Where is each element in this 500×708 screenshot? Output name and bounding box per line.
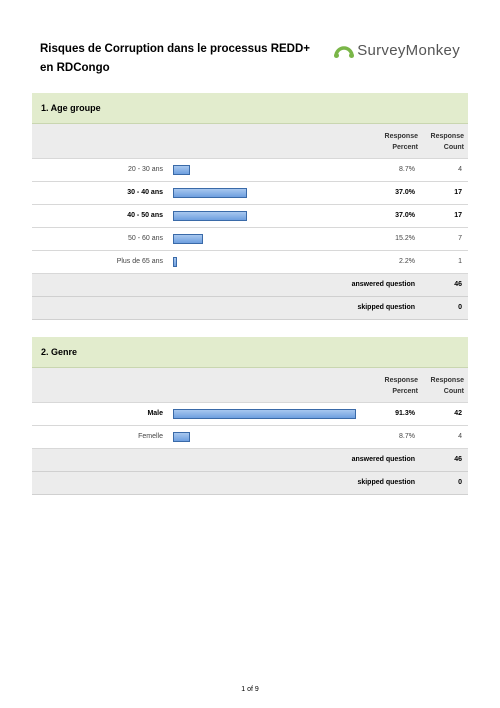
response-count: 1	[458, 258, 462, 265]
response-bar	[173, 257, 177, 267]
response-percent: 2.2%	[399, 258, 415, 265]
table-row	[32, 205, 468, 228]
answered-count: 46	[454, 456, 462, 463]
table-row	[32, 182, 468, 205]
response-bar	[173, 409, 356, 419]
answer-label: Femelle	[138, 433, 163, 440]
response-count: 42	[454, 410, 462, 417]
response-count-header: Response Count	[430, 133, 464, 151]
section-title: 1. Age groupe	[32, 93, 468, 124]
response-count: 4	[458, 433, 462, 440]
question-section-genre	[32, 337, 468, 495]
answer-label: 30 - 40 ans	[127, 189, 163, 196]
response-bar	[173, 188, 247, 198]
answer-label: 20 - 30 ans	[127, 166, 163, 173]
response-percent: 91.3%	[395, 410, 415, 417]
skipped-count: 0	[458, 479, 462, 486]
skipped-count: 0	[458, 304, 462, 311]
response-bar	[173, 165, 190, 175]
column-header-row	[32, 368, 468, 403]
response-percent-header: Response Percent	[384, 133, 418, 151]
answer-label: 50 - 60 ans	[127, 235, 163, 242]
response-bar	[173, 234, 203, 244]
answer-label: Male	[147, 410, 163, 417]
response-percent: 8.7%	[399, 166, 415, 173]
skipped-question-row: skipped question 0	[32, 472, 468, 495]
answer-label: 40 - 50 ans	[127, 212, 163, 219]
response-count-header: Response Count	[430, 377, 464, 395]
answered-count: 46	[454, 281, 462, 288]
report-title: Risques de Corruption dans le processus REDD+ en RDCongo	[40, 43, 310, 74]
response-count: 4	[458, 166, 462, 173]
table-row	[32, 403, 468, 426]
response-percent: 15.2%	[395, 235, 415, 242]
question-section-age	[32, 93, 468, 320]
table-row	[32, 159, 468, 182]
logo-text: SurveyMonkey	[357, 42, 460, 59]
monkey-logo-icon	[334, 44, 354, 58]
response-percent: 8.7%	[399, 433, 415, 440]
table-row	[32, 426, 468, 449]
response-percent: 37.0%	[395, 212, 415, 219]
response-percent: 37.0%	[395, 189, 415, 196]
answer-label: Plus de 65 ans	[116, 258, 163, 265]
section-title: 2. Genre	[32, 337, 468, 368]
response-count: 17	[454, 212, 462, 219]
table-row	[32, 251, 468, 274]
response-percent-header: Response Percent	[384, 377, 418, 395]
answered-question-row: answered question 46	[32, 274, 468, 297]
column-header-row	[32, 124, 468, 159]
page-number: 1 of 9	[241, 686, 259, 693]
answered-question-row: answered question 46	[32, 449, 468, 472]
surveymonkey-logo	[334, 42, 460, 59]
report-header	[40, 40, 460, 80]
response-bar	[173, 432, 190, 442]
response-count: 17	[454, 189, 462, 196]
table-row	[32, 228, 468, 251]
skipped-question-row: skipped question 0	[32, 297, 468, 320]
response-count: 7	[458, 235, 462, 242]
response-bar	[173, 211, 247, 221]
